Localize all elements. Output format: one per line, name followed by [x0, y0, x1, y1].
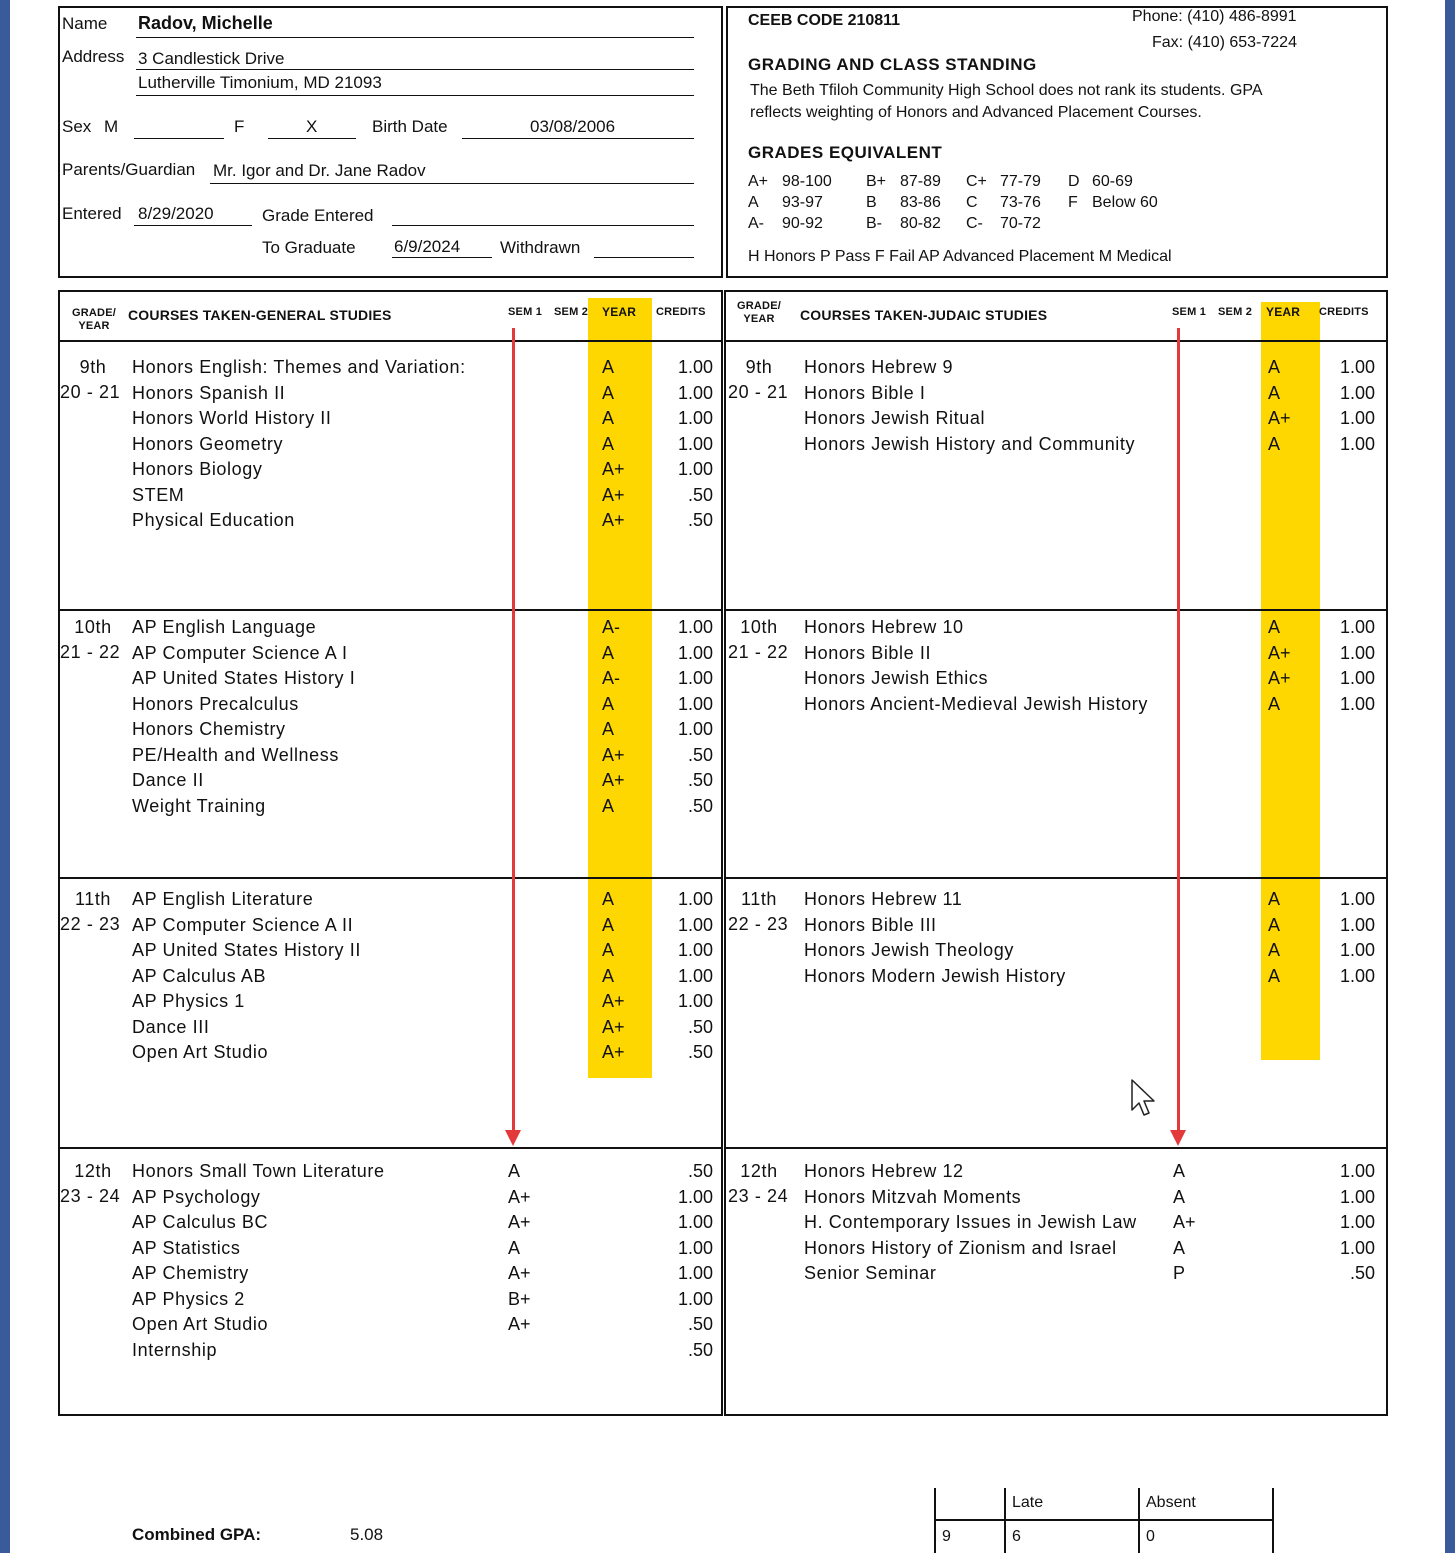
- course-credits: 1.00: [1339, 694, 1375, 714]
- year-grade: A: [1268, 940, 1281, 960]
- year-grade: A: [602, 889, 615, 909]
- course-name: Honors Jewish History and Community: [804, 434, 1136, 454]
- course-credits: .50: [687, 485, 713, 505]
- course-name: Honors Hebrew 12: [804, 1161, 964, 1181]
- course-name: Dance II: [132, 770, 204, 790]
- year-grade: A: [602, 357, 615, 377]
- course-name: Internship: [132, 1340, 218, 1360]
- course-name: Honors Small Town Literature: [132, 1161, 385, 1181]
- address-label: Address: [62, 47, 125, 66]
- course-credits: .50: [687, 770, 713, 790]
- name-underline: [136, 37, 694, 38]
- sex-f-label: F: [234, 117, 245, 136]
- judaic-grade-level: 9th: [745, 357, 773, 377]
- course-name: Honors Hebrew 11: [804, 889, 963, 909]
- course-name: Honors Biology: [132, 459, 263, 479]
- attendance-header-absent: Absent: [1146, 1494, 1196, 1511]
- grading-text-2: reflects weighting of Honors and Advanced Placement Courses.: [750, 104, 1202, 121]
- grade-equivalent-cell: A: [748, 194, 759, 211]
- sem1-grade: P: [1173, 1263, 1186, 1283]
- course-credits: 1.00: [677, 1238, 713, 1258]
- course-credits: 1.00: [1339, 915, 1375, 935]
- general-school-years: 20 - 21: [60, 382, 121, 402]
- year-grade: A: [602, 796, 615, 816]
- year-grade: A: [602, 915, 615, 935]
- year-grade: A+: [602, 991, 625, 1011]
- grade-equivalent-cell: C: [966, 194, 978, 211]
- course-credits: 1.00: [677, 434, 713, 454]
- student-info-box: [58, 6, 723, 278]
- window-frame-left: [0, 0, 10, 1553]
- general-divider-1: [58, 609, 723, 611]
- course-credits: .50: [687, 1314, 713, 1334]
- phone: Phone: (410) 486-8991: [1132, 8, 1297, 25]
- general-school-years: 23 - 24: [60, 1186, 121, 1206]
- course-name: Senior Seminar: [804, 1263, 937, 1283]
- sex-m-label: M: [104, 117, 119, 136]
- year-grade: A: [1268, 915, 1281, 935]
- judaic-divider-3: [724, 1147, 1388, 1149]
- course-credits: .50: [1349, 1263, 1375, 1283]
- general-arrow-head: [505, 1130, 521, 1146]
- course-name: Weight Training: [132, 796, 266, 816]
- course-name: PE/Health and Wellness: [132, 745, 339, 765]
- course-credits: 1.00: [1339, 643, 1375, 663]
- year-grade: A: [602, 966, 615, 986]
- sem1-grade: A+: [508, 1263, 531, 1283]
- judaic-arrow-line: [1177, 328, 1180, 1132]
- course-name: AP Psychology: [132, 1187, 261, 1207]
- grade-equivalent-cell: 87-89: [900, 173, 941, 190]
- course-name: AP Calculus BC: [132, 1212, 269, 1232]
- withdrawn-label: Withdrawn: [500, 238, 581, 257]
- ceeb-code: CEEB CODE 210811: [748, 12, 901, 29]
- attendance-table: [934, 1488, 1274, 1553]
- course-credits: 1.00: [677, 617, 713, 637]
- course-name: AP Calculus AB: [132, 966, 267, 986]
- course-credits: 1.00: [677, 889, 713, 909]
- course-credits: 1.00: [677, 408, 713, 428]
- year-grade: A+: [602, 770, 625, 790]
- year-grade: A: [602, 383, 615, 403]
- sem1-grade: A+: [508, 1212, 531, 1232]
- mouse-cursor-icon: [1130, 1078, 1160, 1118]
- sem1-grade: B+: [508, 1289, 531, 1309]
- year-grade: A+: [1268, 408, 1291, 428]
- sem1-grade: A: [1173, 1161, 1186, 1181]
- year-grade: A+: [602, 1017, 625, 1037]
- course-name: AP Chemistry: [132, 1263, 249, 1283]
- course-name: Honors Jewish Theology: [804, 940, 1014, 960]
- gpa-label: Combined GPA:: [132, 1525, 262, 1544]
- general-school-years: 22 - 23: [60, 914, 121, 934]
- general-arrow-line: [512, 328, 515, 1132]
- course-credits: 1.00: [677, 1289, 713, 1309]
- judaic-sem2-header: SEM 2: [1218, 306, 1253, 318]
- graduate-label: To Graduate: [262, 238, 356, 257]
- grade-equivalent-cell: A+: [748, 173, 769, 190]
- attendance-grade: 9: [942, 1528, 951, 1545]
- judaic-studies-title: COURSES TAKEN-JUDAIC STUDIES: [800, 307, 1048, 323]
- year-grade: A+: [1268, 668, 1291, 688]
- sem1-grade: A: [1173, 1238, 1186, 1258]
- course-name: STEM: [132, 485, 185, 505]
- course-credits: 1.00: [677, 459, 713, 479]
- name-label: Name: [62, 14, 108, 33]
- course-name: Honors Bible III: [804, 915, 937, 935]
- course-name: Open Art Studio: [132, 1042, 269, 1062]
- student-name: Radov, Michelle: [138, 13, 273, 33]
- course-name: AP English Literature: [132, 889, 314, 909]
- parents-underline: [210, 183, 694, 184]
- general-school-years: 21 - 22: [60, 642, 121, 662]
- judaic-year-header: YEAR: [1266, 305, 1301, 319]
- grade-equivalent-cell: B: [866, 194, 877, 211]
- course-name: Honors Hebrew 9: [804, 357, 954, 377]
- sem1-grade: A+: [508, 1314, 531, 1334]
- course-name: Honors Mitzvah Moments: [804, 1187, 1022, 1207]
- year-grade: A+: [602, 485, 625, 505]
- grade-equivalent-cell: A-: [748, 215, 764, 232]
- year-grade: A: [602, 719, 615, 739]
- grade-entered-label: Grade Entered: [262, 206, 374, 225]
- judaic-school-years: 22 - 23: [728, 914, 789, 934]
- grade-equivalent-cell: C-: [966, 215, 983, 232]
- course-credits: 1.00: [1339, 383, 1375, 403]
- window-frame-right: [1445, 0, 1455, 1553]
- year-grade: A: [602, 940, 615, 960]
- course-name: Dance III: [132, 1017, 210, 1037]
- judaic-grade-level: 11th: [740, 889, 778, 909]
- course-credits: 1.00: [677, 694, 713, 714]
- course-name: Honors Ancient-Medieval Jewish History: [804, 694, 1148, 714]
- course-credits: .50: [687, 1340, 713, 1360]
- grade-equivalent-cell: 60-69: [1092, 173, 1133, 190]
- course-credits: .50: [687, 1017, 713, 1037]
- general-year-header: YEAR: [602, 305, 637, 319]
- course-name: AP Computer Science A I: [132, 643, 348, 663]
- general-sem2-header: SEM 2: [554, 306, 589, 318]
- graduate-date: 6/9/2024: [394, 237, 461, 256]
- course-credits: 1.00: [677, 357, 713, 377]
- birth-date: 03/08/2006: [530, 117, 616, 136]
- year-grade: A: [1268, 383, 1281, 403]
- judaic-divider-2: [724, 877, 1388, 879]
- sem1-grade: A: [1173, 1187, 1186, 1207]
- year-grade: A+: [602, 1042, 625, 1062]
- course-name: Honors Jewish Ritual: [804, 408, 986, 428]
- attendance-header-late: Late: [1012, 1494, 1044, 1511]
- course-credits: .50: [687, 1042, 713, 1062]
- judaic-credits-header: CREDITS: [1319, 306, 1369, 318]
- general-divider-2: [58, 877, 723, 879]
- course-name: AP Computer Science A II: [132, 915, 354, 935]
- year-grade: A+: [602, 510, 625, 530]
- year-grade: A: [602, 408, 615, 428]
- graduate-underline: [392, 257, 492, 258]
- judaic-school-years: 21 - 22: [728, 642, 789, 662]
- course-name: Open Art Studio: [132, 1314, 269, 1334]
- gpa-value: 5.08: [350, 1525, 384, 1544]
- sex-label: Sex: [62, 117, 92, 136]
- sex-value: X: [306, 117, 318, 136]
- grade-equivalent-cell: 98-100: [782, 173, 832, 190]
- grade-equivalent-cell: B+: [866, 173, 887, 190]
- general-header-divider: [58, 340, 723, 342]
- grade-equivalent-cell: 93-97: [782, 194, 823, 211]
- course-credits: 1.00: [677, 1212, 713, 1232]
- judaic-grade-year-header: GRADE/ YEAR: [737, 300, 781, 325]
- course-credits: 1.00: [1339, 1187, 1375, 1207]
- general-grade-level: 9th: [79, 357, 107, 377]
- year-grade: A-: [602, 668, 620, 688]
- entered-label: Entered: [62, 204, 122, 223]
- course-name: Honors English: Themes and Variation:: [132, 357, 466, 377]
- course-credits: 1.00: [677, 991, 713, 1011]
- course-name: Honors Hebrew 10: [804, 617, 964, 637]
- grade-equivalent-cell: D: [1068, 173, 1080, 190]
- course-name: Honors Geometry: [132, 434, 284, 454]
- course-name: Honors Modern Jewish History: [804, 966, 1066, 986]
- course-credits: 1.00: [677, 668, 713, 688]
- grade-equivalent-cell: 77-79: [1000, 173, 1041, 190]
- year-grade: A+: [602, 745, 625, 765]
- course-credits: 1.00: [677, 719, 713, 739]
- grade-entered-underline: [392, 225, 694, 226]
- course-name: Honors Bible II: [804, 643, 932, 663]
- year-grade: A-: [602, 617, 620, 637]
- sex-f-underline: [268, 138, 356, 139]
- grade-equivalent-cell: 83-86: [900, 194, 941, 211]
- course-credits: 1.00: [1339, 617, 1375, 637]
- year-grade: A: [602, 694, 615, 714]
- course-credits: 1.00: [1339, 357, 1375, 377]
- general-grade-level: 10th: [74, 617, 112, 637]
- course-credits: 1.00: [677, 915, 713, 935]
- course-credits: 1.00: [677, 966, 713, 986]
- course-credits: 1.00: [1339, 940, 1375, 960]
- address-line-1: 3 Candlestick Drive: [138, 49, 285, 68]
- judaic-sem1-header: SEM 1: [1172, 306, 1207, 318]
- course-credits: 1.00: [1339, 1161, 1375, 1181]
- grade-equivalent-cell: 90-92: [782, 215, 823, 232]
- grade-equivalent-cell: 80-82: [900, 215, 941, 232]
- course-name: AP Physics 2: [132, 1289, 245, 1309]
- year-grade: A: [1268, 434, 1281, 454]
- course-name: AP English Language: [132, 617, 317, 637]
- course-name: AP United States History II: [132, 940, 361, 960]
- course-name: Honors Chemistry: [132, 719, 286, 739]
- course-name: Physical Education: [132, 510, 295, 530]
- general-year-highlight: [588, 298, 652, 1078]
- course-credits: 1.00: [1339, 966, 1375, 986]
- judaic-header-divider: [724, 340, 1388, 342]
- grade-equivalent-cell: F: [1068, 194, 1078, 211]
- grade-legend: H Honors P Pass F Fail AP Advanced Placement M Medical: [748, 248, 1172, 265]
- birth-underline: [462, 138, 694, 139]
- course-name: AP Physics 1: [132, 991, 245, 1011]
- grades-equivalent-title: GRADES EQUIVALENT: [748, 143, 943, 162]
- sem1-grade: A: [508, 1161, 521, 1181]
- address2-underline: [136, 95, 694, 96]
- course-credits: 1.00: [1339, 668, 1375, 688]
- grade-equivalent-cell: C+: [966, 173, 987, 190]
- general-grade-level: 12th: [74, 1161, 112, 1181]
- grade-equivalent-cell: 73-76: [1000, 194, 1041, 211]
- grades-equivalent-table: [748, 173, 1268, 239]
- course-credits: 1.00: [1339, 408, 1375, 428]
- attendance-late: 6: [1012, 1528, 1021, 1545]
- withdrawn-underline: [594, 257, 694, 258]
- judaic-school-years: 23 - 24: [728, 1186, 789, 1206]
- course-name: Honors Precalculus: [132, 694, 299, 714]
- grade-equivalent-cell: B-: [866, 215, 882, 232]
- course-credits: 1.00: [677, 383, 713, 403]
- year-grade: A: [1268, 357, 1281, 377]
- judaic-school-years: 20 - 21: [728, 382, 789, 402]
- grade-equivalent-cell: Below 60: [1092, 194, 1158, 211]
- sem1-grade: A+: [1173, 1212, 1196, 1232]
- year-grade: A+: [602, 459, 625, 479]
- course-credits: 1.00: [1339, 1238, 1375, 1258]
- grading-text-1: The Beth Tfiloh Community High School does not rank its students. GPA: [750, 82, 1263, 99]
- judaic-divider-1: [724, 609, 1388, 611]
- general-grade-level: 11th: [74, 889, 112, 909]
- course-name: Honors Bible I: [804, 383, 926, 403]
- year-grade: A: [602, 434, 615, 454]
- course-name: Honors Jewish Ethics: [804, 668, 989, 688]
- year-grade: A: [1268, 617, 1281, 637]
- general-sem1-header: SEM 1: [508, 306, 543, 318]
- course-credits: .50: [687, 796, 713, 816]
- course-credits: .50: [687, 510, 713, 530]
- course-credits: .50: [687, 745, 713, 765]
- general-grade-year-header: GRADE/ YEAR: [72, 307, 116, 332]
- year-grade: A: [1268, 889, 1281, 909]
- entered-date: 8/29/2020: [138, 204, 214, 223]
- year-grade: A: [1268, 966, 1281, 986]
- course-name: Honors History of Zionism and Israel: [804, 1238, 1117, 1258]
- year-grade: A+: [1268, 643, 1291, 663]
- course-credits: 1.00: [1339, 434, 1375, 454]
- attendance-absent: 0: [1146, 1528, 1155, 1545]
- address1-underline: [136, 69, 694, 70]
- address-line-2: Lutherville Timonium, MD 21093: [138, 73, 382, 92]
- year-grade: A: [1268, 694, 1281, 714]
- course-name: Honors Spanish II: [132, 383, 286, 403]
- course-credits: 1.00: [677, 643, 713, 663]
- course-credits: 1.00: [677, 1187, 713, 1207]
- judaic-grade-level: 10th: [740, 617, 778, 637]
- course-name: Honors World History II: [132, 408, 332, 428]
- year-grade: A: [602, 643, 615, 663]
- fax: Fax: (410) 653-7224: [1152, 34, 1297, 51]
- general-divider-3: [58, 1147, 723, 1149]
- course-credits: 1.00: [677, 1263, 713, 1283]
- grading-title: GRADING AND CLASS STANDING: [748, 55, 1037, 74]
- parents-value: Mr. Igor and Dr. Jane Radov: [213, 161, 426, 180]
- entered-underline: [134, 225, 252, 226]
- course-name: AP United States History I: [132, 668, 356, 688]
- sem1-grade: A+: [508, 1187, 531, 1207]
- judaic-arrow-head: [1170, 1130, 1186, 1146]
- grade-equivalent-cell: 70-72: [1000, 215, 1041, 232]
- general-studies-title: COURSES TAKEN-GENERAL STUDIES: [128, 307, 392, 323]
- course-credits: 1.00: [677, 940, 713, 960]
- birth-date-label: Birth Date: [372, 117, 448, 136]
- course-credits: 1.00: [1339, 1212, 1375, 1232]
- course-name: H. Contemporary Issues in Jewish Law: [804, 1212, 1137, 1232]
- sex-m-underline: [134, 138, 224, 139]
- general-credits-header: CREDITS: [656, 306, 706, 318]
- course-name: AP Statistics: [132, 1238, 241, 1258]
- course-credits: .50: [687, 1161, 713, 1181]
- sem1-grade: A: [508, 1238, 521, 1258]
- parents-label: Parents/Guardian: [62, 160, 196, 179]
- course-credits: 1.00: [1339, 889, 1375, 909]
- judaic-grade-level: 12th: [740, 1161, 778, 1181]
